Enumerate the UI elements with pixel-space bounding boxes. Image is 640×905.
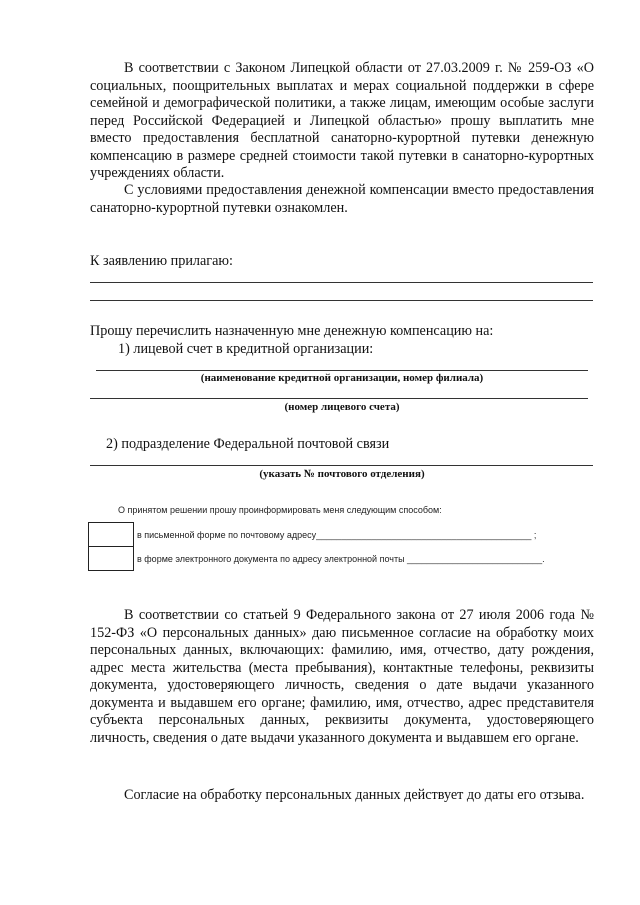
account-number-caption: (номер лицевого счета) <box>284 401 400 413</box>
post-office-caption: (указать № почтового отделения) <box>259 468 425 480</box>
attachments-line-1[interactable] <box>90 282 593 283</box>
consent-paragraph: В соответствии со статьей 9 Федерального закона от 27 июля 2006 года № 152-ФЗ «О персональных данных» даю письменное согласие на обработку моих персональных данных, включающих: фамилию, имя, отчество, дату рождения, адрес места жительства (места пребывания), контактные телефоны, реквизиты документа, удостоверяющего личность, сведения о дате выдачи указанного документа и выдавшем его органе; фамилию, имя, отчество, адрес представителя субъекта персональных данных, реквизиты документа, удостоверяющего личность, сведения о дате выдачи указанного документа и выдавшем его органе. <box>90 607 594 746</box>
consent-validity: Согласие на обработку персональных данных действует до даты его отзыва. <box>124 787 585 803</box>
transfer-option-post: 2) подразделение Федеральной почтовой связи <box>106 436 390 452</box>
notify-email-label: в форме электронного документа по адресу электронной почты ___________________________. <box>137 554 545 564</box>
notify-request: О принятом решении прошу проинформировать меня следующим способом: <box>118 505 442 515</box>
post-office-line[interactable] <box>90 465 593 466</box>
bank-name-line[interactable] <box>96 370 588 371</box>
account-number-line[interactable] <box>90 398 588 399</box>
notify-email-checkbox[interactable] <box>88 546 134 571</box>
transfer-request: Прошу перечислить назначенную мне денежную компенсацию на: <box>90 323 494 339</box>
bank-name-caption: (наименование кредитной организации, номер филиала) <box>200 372 484 384</box>
attachments-line-2[interactable] <box>90 300 593 301</box>
attachments-label: К заявлению прилагаю: <box>90 253 233 269</box>
notify-post-checkbox[interactable] <box>88 522 134 547</box>
transfer-option-account: 1) лицевой счет в кредитной организации: <box>118 341 374 357</box>
conditions-paragraph: С условиями предоставления денежной компенсации вместо предоставления санаторно-курортной путевки ознакомлен. <box>90 182 594 216</box>
intro-paragraph: В соответствии с Законом Липецкой области от 27.03.2009 г. № 259-ОЗ «О социальных, поощрительных выплатах и мерах социальной поддержки в сфере семейной и демографической политики, а также лицам, имеющим особые заслуги перед Российской Федерацией и Липецкой областью» прошу выплатить мне вместо предоставления бесплатной санаторно-курортной путевки денежную компенсацию в размере средней стоимости такой путевки в санаторно-курортных учреждениях области. <box>90 60 594 181</box>
notify-post-label: в письменной форме по почтовому адресу___________________________________________ ; <box>137 530 537 540</box>
